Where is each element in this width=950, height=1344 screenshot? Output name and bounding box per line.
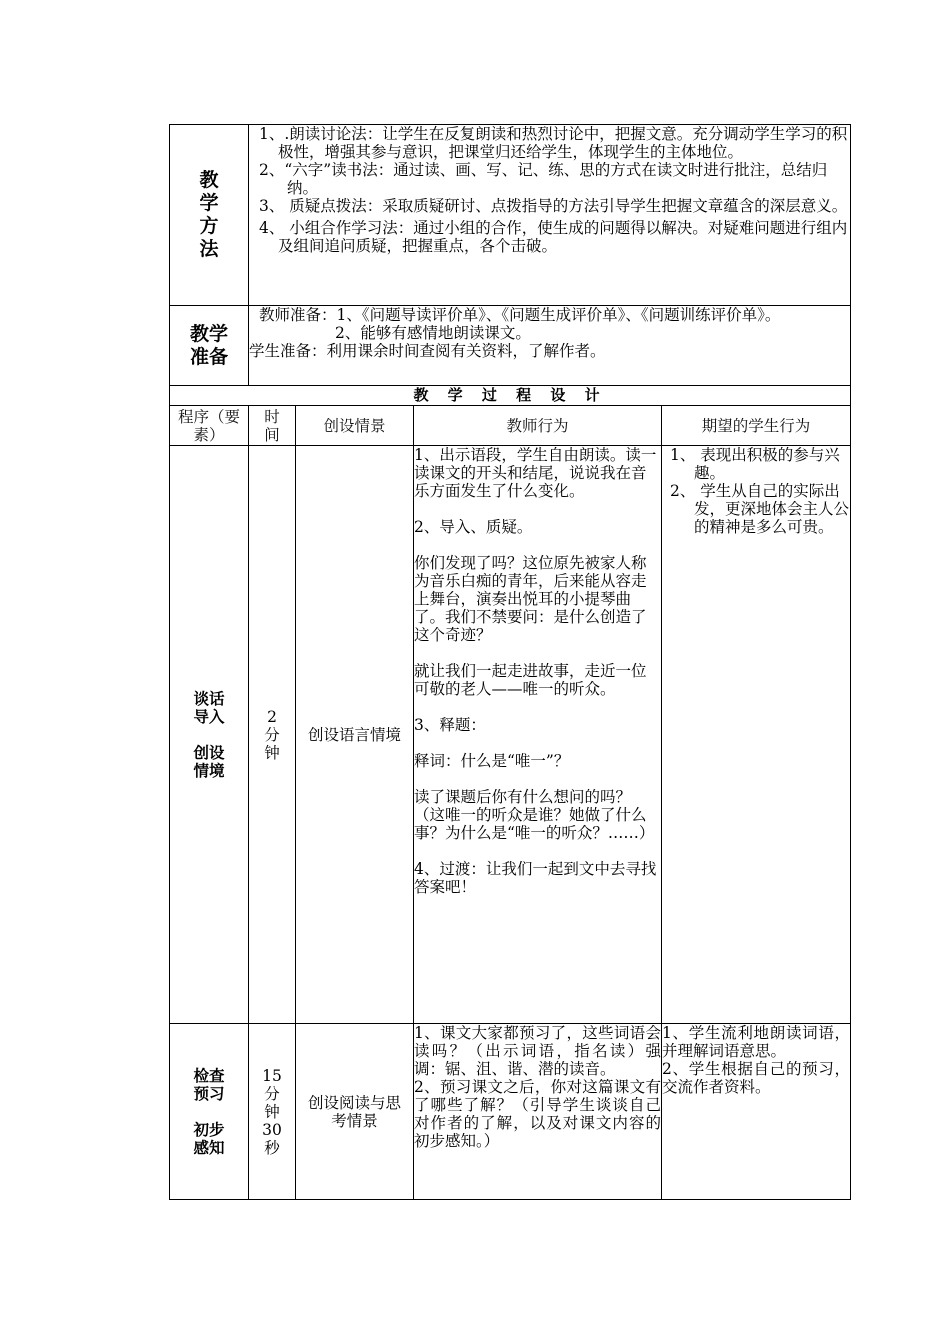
student-text: 2、 学生从自己的实际出发，更深地体会主人公的精神是多么可贵。 (670, 482, 850, 536)
student-cell (662, 1024, 851, 1200)
student-text: 1、 表现出积极的参与兴趣。 (670, 446, 840, 482)
preparation-content (249, 306, 851, 386)
process-title: 教 学 过 程 设 计 (170, 386, 851, 406)
teacher-text: 就让我们一起走进故事，走近一位可敬的老人——唯一的听众。 (414, 662, 647, 698)
methods-content (249, 125, 851, 306)
teacher-prep-line: 教师准备：1、《问题导读评价单》、《问题生成评价单》、《问题训练评价单》。 (259, 306, 781, 324)
teacher-text: 读了课题后你有什么想问的吗？（这唯一的听众是谁？她做了什么事？为什么是“唯一的听众？……） (414, 788, 655, 842)
step-cell: 检查预习 初步感知 (170, 1024, 249, 1200)
teacher-cell (414, 446, 662, 1024)
table-row (170, 446, 851, 1024)
teacher-text: 你们发现了吗？这位原先被家人称为音乐白痴的青年，后来能从容走上舞台，演奏出悦耳的小提琴曲了。我们不禁要问：是什么创造了这个奇迹？ (414, 554, 647, 644)
preparation-label: 教学准备 (170, 306, 249, 386)
header-scenario: 创设情景 (296, 406, 414, 446)
methods-label: 教学方法 (170, 125, 249, 306)
teacher-prep-line-2: 2、能够有感情地朗读课文。 (335, 324, 531, 342)
time-cell: 15分钟30秒 (249, 1024, 296, 1200)
student-text: 2、学生根据自己的预习，交流作者资料。 (662, 1060, 851, 1096)
method-item: 4、 小组合作学习法：通过小组的合作，使生成的问题得以解决。对疑难问题进行组内及组间追问质疑，把握重点，各个击破。 (259, 219, 848, 255)
header-time: 时间 (249, 406, 296, 446)
student-text: 1、学生流利地朗读词语，并理解词语意思。 (662, 1024, 851, 1060)
teacher-text: 3、释题： (414, 716, 486, 734)
method-item: 2、“六字”读书法：通过读、画、写、记、练、思的方式在读文时进行批注，总结归纳。 (259, 161, 828, 197)
student-prep-line: 学生准备：利用课余时间查阅有关资料，了解作者。 (249, 342, 606, 360)
header-step: 程序（要素） (170, 406, 249, 446)
teacher-text: 1、课文大家都预习了，这些词语会读吗？（出示词语，指名读）强调：锯、沮、谐、潜的读音。 (414, 1024, 661, 1078)
header-teacher: 教师行为 (414, 406, 662, 446)
method-item: 1、.朗读讨论法：让学生在反复朗读和热烈讨论中，把握文意。充分调动学生学习的积极性，增强其参与意识，把课堂归还给学生，体现学生的主体地位。 (259, 125, 848, 161)
teacher-text: 释词：什么是“唯一”？ (414, 752, 570, 770)
step-cell: 谈话导入 创设情境 (170, 446, 249, 1024)
time-cell: 2分钟 (249, 446, 296, 1024)
student-cell (662, 446, 851, 1024)
teacher-text: 4、过渡：让我们一起到文中去寻找答案吧！ (414, 860, 657, 896)
teacher-text: 2、预习课文之后，你对这篇课文有了哪些了解？（引导学生谈谈自己对作者的了解，以及对课文内容的初步感知。） (414, 1078, 661, 1150)
header-student: 期望的学生行为 (662, 406, 851, 446)
teacher-text: 1、出示语段，学生自由朗读。读一读课文的开头和结尾，说说我在音乐方面发生了什么变化。 (414, 446, 657, 500)
lesson-plan-table (169, 124, 851, 1200)
scenario-cell: 创设语言情境 (296, 446, 414, 1024)
scenario-cell: 创设阅读与思考情景 (296, 1024, 414, 1200)
table-row (170, 1024, 851, 1200)
teacher-cell (414, 1024, 662, 1200)
teacher-text: 2、导入、质疑。 (414, 518, 533, 536)
method-item: 3、 质疑点拨法：采取质疑研讨、点拨指导的方法引导学生把握文章蕴含的深层意义。 (259, 197, 848, 215)
